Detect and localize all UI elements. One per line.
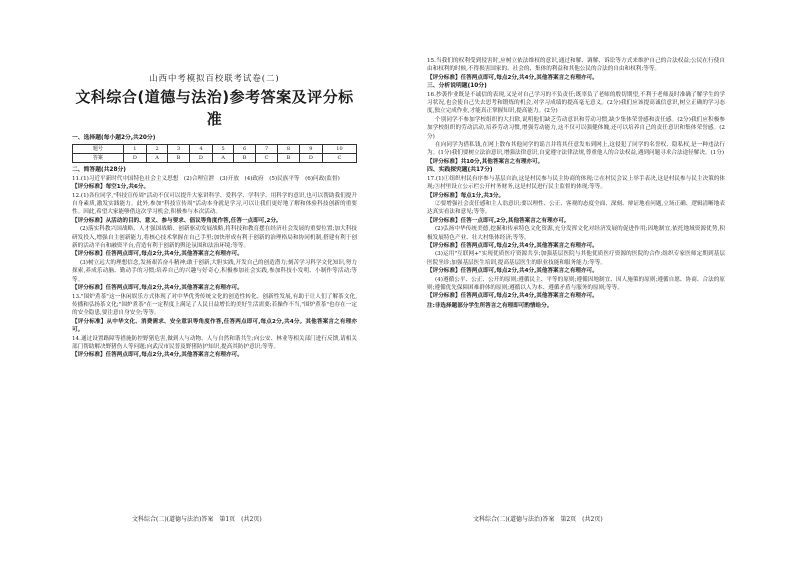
answer-paragraph-17-2: ②要增强社会责任感和主人翁意识;要以理性、公正、客观的态度全面、深刻、辩证地看问题,立场正确、逻辑清晰地表达真实看法和意见;等等。 bbox=[427, 200, 725, 216]
table-cell: 3 bbox=[168, 145, 190, 154]
scoring-standard: 【评分标准】任答两点即可,每点2分,共4分,其他答案言之有理亦可。 bbox=[427, 268, 598, 275]
scoring-standard: 【评分标准】每点1分,共3分。 bbox=[427, 192, 505, 199]
table-cell: B bbox=[278, 154, 300, 163]
table-cell: C bbox=[255, 154, 277, 163]
answer-paragraph-17-4: (3)运用"互联网+"实现优质医疗资源共享;加强基层医院与其他优质医疗资源的医院的合作;组织专家医师定期到基层医院坐诊;加强基层医生培训,提高基层医生的职业技能和服务能力;等等。 bbox=[427, 251, 725, 266]
answer-paragraph-12-1: 12.(1)各位同学,"科技宣传周"活动不仅可以提升大家讲科学、爱科学、学科学、用科学的意识,也可以帮助我们提升自身素质,激发实践能力。此外,参加"科技宣传周"活动本身就是学习,可以让我们更好地了解和体验科技创新的重要性。因此,希望大家能够借这次学习机会,积极参与本次活动。 bbox=[72, 192, 357, 216]
section-analysis-heading: 三、分析说明题(10分) bbox=[427, 83, 487, 90]
answer-paragraph-15: 15.当我们的权利受到侵害时,应树立依法维权的意识,通过和解、调解、诉讼等方式来维护自己的合法权益;公民在行使自由和权利的时候,不得损害国家的、社会的、集体的利益和其他公民的合法的自由和权利;等等。 bbox=[427, 58, 725, 73]
table-cell: C bbox=[322, 154, 356, 163]
scoring-standard: 【评分标准】从中华文化、消费需求、安全意识等角度作答,任答两点即可,每点2分,共4分。其他答案言之有理亦可。 bbox=[72, 318, 357, 334]
table-row-question-numbers bbox=[73, 145, 357, 154]
table-cell: B bbox=[234, 154, 256, 163]
exam-name: 山西中考模拟百校联考试卷(二) bbox=[149, 73, 280, 83]
page-1-content bbox=[72, 28, 357, 360]
page-1-footer: 文科综合(二)(道德与法治)答案 第1页 (共2页) bbox=[132, 516, 262, 523]
scoring-standard: 【评分标准】任答两点即可,每点2分,共4分,其他答案言之有理亦可。 bbox=[427, 74, 598, 81]
section-choice-heading: 一、选择题(每小题2分,共20分) bbox=[72, 135, 156, 141]
table-cell: A bbox=[212, 154, 233, 163]
answer-paragraph-12-2: (2)落实科教兴国战略、人才强国战略、创新驱动发展战略,将科技和教育摆在经济社会发展的重要位置;加大科技研发投入,增强自主创新能力,将核心技术掌握在自己手里;加快形成有利于创新的治理格局和协同机制,搭建有利于创新的活动平台和融资平台,营造有利于创新的舆论氛围和法治环境;等等。 bbox=[72, 226, 357, 250]
answer-paragraph-14: 14.通过设置路障等措施防控野猪危害,做到人与动物、人与自然和谐共生;向公安、林业等相关部门进行反馈,请相关部门帮助解决野猪伤人等问题;向武汉市民普及野猪防护知识,提高其防护意识;等等。 bbox=[72, 335, 357, 350]
table-cell: 题号 bbox=[73, 145, 124, 154]
answer-paragraph-11: 11.(1)习近平新时代中国特色社会主义思想 (2)合理宣泄 (3)开放 (4)政府 (5)民族平等 (6)问政(监督) bbox=[72, 175, 340, 182]
section-short-answer-heading: 二、简答题(共28分) bbox=[72, 167, 126, 174]
table-cell: 4 bbox=[189, 145, 212, 154]
table-cell: D bbox=[189, 154, 212, 163]
table-cell: 2 bbox=[146, 145, 167, 154]
page-2-footer: 文科综合(二)(道德与法治)答案 第2页 (共2页) bbox=[473, 516, 603, 523]
answer-paragraph-16-2: 个别同学不参加学校组织的大扫除,说明他们缺乏劳动意识和劳动习惯,缺少集体荣誉感和责任感。(2分)我们应积极参加学校组织的劳动活动,培养劳动习惯,增强劳动能力,这不仅可以强健体魄,还可以培养自己的责任意识和集体荣誉感。(2分) bbox=[427, 116, 725, 140]
table-cell: 答案 bbox=[73, 154, 124, 163]
table-cell: 10 bbox=[322, 145, 356, 154]
scoring-standard: 【评分标准】任答两点即可,每点2分,共4分,其他答案言之有理亦可。 bbox=[427, 242, 598, 249]
document-title: 文科综合(道德与法治)参考答案及评分标准 bbox=[75, 88, 354, 128]
scoring-standard: 【评分标准】任答一点即可,2分,其他答案言之有理亦可。 bbox=[427, 217, 570, 224]
table-cell: 9 bbox=[299, 145, 322, 154]
page-2-content bbox=[427, 57, 725, 310]
answer-paragraph-16-3: 在向同学为借私钱,在网上散布其他同学的谣言并将其任意发布到网上,这侵犯了同学的名誉权、隐私权,是一种违法行为。(1分)我们要树立法治意识,增强法律意识,自觉遵守法律法规,尊重他人的合法权益,遇到问题寻求合法途径解决。(1分) bbox=[427, 142, 725, 157]
grading-note: 注:非选择题部分学生所答言之有理即可酌情给分。 bbox=[427, 302, 553, 309]
scoring-standard: 【评分标准】任答两点即可,每点2分,共4分,其他答案言之有理亦可。 bbox=[72, 352, 243, 359]
table-cell: D bbox=[299, 154, 322, 163]
scoring-standard: 【评分标准】从活动的目的、意义、参与要求、倡议等角度作答,任答一点即可,2分。 bbox=[72, 217, 282, 224]
answer-paragraph-17-5: (4)遵循公平、公正、公开的原则;遵循民主、平等的原则;遵循因地制宜、因人施策的原则;遵循自愿、协商、合法的原则;遵循优先保障困难群体的原则;遵循以人为本、遵循矛盾与服务的原则;等等。 bbox=[427, 276, 725, 291]
table-cell: 5 bbox=[212, 145, 233, 154]
scoring-standard: 【评分标准】每空1分,共6分。 bbox=[72, 184, 150, 191]
table-cell: A bbox=[146, 154, 167, 163]
section-practice-heading: 四、实践探究题(共17分) bbox=[427, 167, 493, 174]
table-cell: 8 bbox=[278, 145, 300, 154]
scoring-standard: 【评分标准】任答两点即可,每点2分,共4分,其他答案言之有理亦可。 bbox=[427, 293, 598, 300]
table-cell: 1 bbox=[123, 145, 146, 154]
table-cell: B bbox=[168, 154, 190, 163]
answer-paragraph-17-3: (2)弘扬中华传统美德,挖掘和传承特色文化资源,充分发挥文化对经济发展的促进作用;因地制宜,依托地域资源优势,积极发展特色产业、壮大村集体经济;等等。 bbox=[427, 226, 725, 241]
table-cell: 7 bbox=[255, 145, 277, 154]
table-row-answers bbox=[73, 154, 357, 163]
answer-key-table bbox=[72, 144, 357, 163]
answer-paragraph-12-3: (3)树立远大的理想信念,发扬艰苦奋斗精神;敢于创新,大胆实践,开发自己的创造潜力;刻苦学习科学文化知识,努力探索,养成乐动脑、勤动手的习惯;培养自己的兴趣与好奇心,积极参加社会实践,参加科技小发明、小制作等活动;等等。 bbox=[72, 259, 357, 283]
scoring-standard: 【评分标准】任答两点即可,每点2分,共4分,其他答案言之有理亦可。 bbox=[72, 251, 243, 258]
scoring-standard: 【评分标准】任答两点即可,每点2分,共4分,其他答案言之有理亦可。 bbox=[72, 285, 243, 292]
answer-paragraph-17-1: 17.(1)①组织村民有序参与基层自治,这是村民参与民主协商的体现;②在村民会议上举手表决,这是村民参与民主决策的体现;③村里设立公示栏公开村务财务,这是村民进行民主监督的体现;等等。 bbox=[427, 175, 725, 191]
table-cell: D bbox=[123, 154, 146, 163]
answer-paragraph-16-1: 16.抄袭作业既是不诚信的表现,又是对自己学习的不负责任;既辜负了老师的殷切期望,不利于老师及时准确了解学生的学习状况,也会使自己失去思考和锻炼的机会,对学习成绩的提高毫无意义。(2分)我们应该提高诚信意识,树立正确的学习态度,独立完成作业,才能真正掌握知识,提高能力。(2分) bbox=[427, 91, 725, 115]
answer-paragraph-13: 13."围炉煮茶"这一休闲娱乐方式体现了对中华优秀传统文化的创造性转化、创新性发展,有助于让人们了解茶文化,传播和弘扬茶文化;"围炉煮茶"在一定程度上满足了人民日益增长的美好生活需要;若操作不当,"围炉煮茶"也存在一定的安全隐患,要注意自身安全;等等。 bbox=[72, 293, 357, 317]
scoring-standard: 【评分标准】共10分,其他答案言之有理亦可。 bbox=[427, 158, 544, 165]
table-cell: 6 bbox=[234, 145, 256, 154]
answer-page-2 bbox=[397, 0, 794, 562]
